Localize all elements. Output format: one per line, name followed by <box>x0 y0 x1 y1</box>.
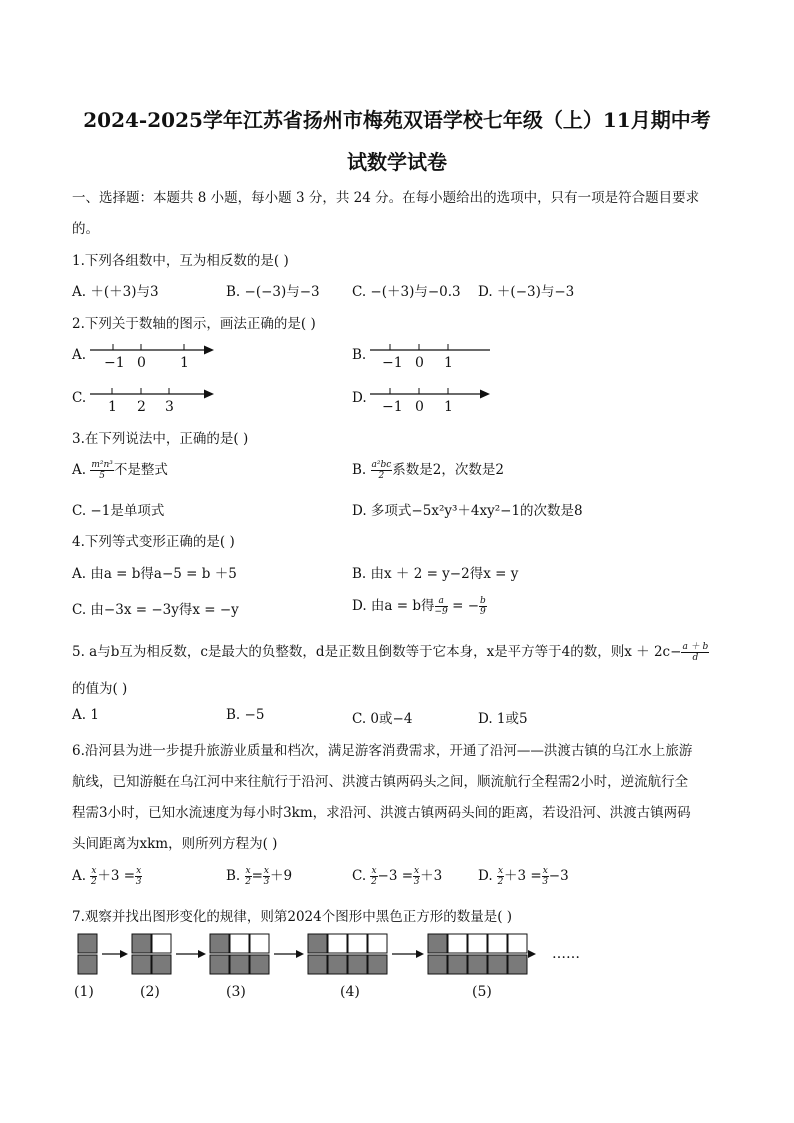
q2c-tick-label: 1 <box>108 399 117 415</box>
q2b-tick-label: −1 <box>382 355 403 371</box>
q1-option-c: C. −(＋3)与−0.3 <box>352 284 461 300</box>
q2-number-line-d <box>366 382 496 416</box>
dark-square <box>448 955 467 974</box>
figure-label: (3) <box>226 984 246 1000</box>
white-square <box>250 934 269 953</box>
white-square <box>368 934 387 953</box>
q7-stem: 7.观察并找出图形变化的规律，则第2024个图形中黑色正方形的数量是( ) <box>72 909 513 925</box>
q2-stem: 2.下列关于数轴的图示，画法正确的是( ) <box>72 316 316 332</box>
arrow-head <box>198 950 206 958</box>
white-square <box>230 934 249 953</box>
dark-square <box>210 955 229 974</box>
white-square <box>488 934 507 953</box>
q6-line: 航线，已知游艇在乌江河中来往航行于沿河、洪渡古镇两码头之间，顺流航行全程需2小时，逆流航行全 <box>72 774 689 790</box>
q6-option-c: C. $\frac{x}{2}$ −3 = $\frac{x}{3}$ ＋3 <box>352 866 443 887</box>
q2-label-c: C. <box>72 390 87 406</box>
section-header-line1: 一、选择题：本题共 8 小题，每小题 3 分，共 24 分。在每小题给出的选项中，只有一项是符合题目要求 <box>72 190 700 206</box>
q5-option-b: B. −5 <box>226 707 265 723</box>
q2d-tick-label: 1 <box>444 399 453 415</box>
q2-label-d: D. <box>352 390 367 406</box>
q6-option-d: D. $\frac{x}{2}$ ＋3 = $\frac{x}{3}$ −3 <box>478 866 569 887</box>
dark-square <box>328 955 347 974</box>
dark-square <box>250 955 269 974</box>
q2c-tick-label: 2 <box>137 399 146 415</box>
q3-option-a: A. $\frac{\text{m²n³}}{5}$ 不是整式 <box>72 460 168 481</box>
q3-option-c: C. −1是单项式 <box>72 503 165 519</box>
q6-line: 6.沿河县为进一步提升旅游业质量和档次，满足游客消费需求，开通了沿河——洪渡古镇的乌江水上旅游 <box>72 743 693 759</box>
q2c-tick-label: 3 <box>165 399 174 415</box>
q5-option-c: C. 0或−4 <box>352 711 413 727</box>
q2d-tick-label: 0 <box>415 399 424 415</box>
q2a-tick-label: 1 <box>180 355 189 371</box>
q4-option-a: A. 由a = b得a−5 = b ＋5 <box>72 566 237 582</box>
q5-stem-end: 的值为( ) <box>72 681 128 697</box>
q4-option-d: D. 由a = b得 $\frac{a}{-9}$ = − $\frac{b}{9}$ <box>352 596 486 617</box>
dark-square <box>368 955 387 974</box>
figure-label: (1) <box>74 984 94 1000</box>
q3-option-d: D. 多项式−5x²y³＋4xy²−1的次数是8 <box>352 503 583 519</box>
figure-label: (4) <box>340 984 360 1000</box>
dark-square <box>488 955 507 974</box>
q5-option-d: D. 1或5 <box>478 711 528 727</box>
q4-option-c: C. 由−3x = −3y得x = −y <box>72 602 239 618</box>
q6-line: 程需3小时，已知水流速度为每小时3km，求沿河、洪渡古镇两码头间的距离，若设沿河、洪渡古镇两码 <box>72 805 691 821</box>
q7-pattern-figure <box>70 930 630 1010</box>
white-square <box>328 934 347 953</box>
white-square <box>152 934 171 953</box>
q6-option-a: A. $\frac{x}{2}$ ＋3 = $\frac{x}{3}$ <box>72 866 142 887</box>
dark-square <box>348 955 367 974</box>
q2b-tick-label: 0 <box>415 355 424 371</box>
q2-number-line-a <box>86 338 216 372</box>
q2-label-a: A. <box>72 347 87 363</box>
dark-square <box>78 934 97 953</box>
arrow-head <box>416 950 424 958</box>
arrow-head <box>120 950 128 958</box>
dark-square <box>78 955 97 974</box>
dark-square <box>468 955 487 974</box>
section-header-line2: 的。 <box>72 221 99 237</box>
dark-square <box>428 955 447 974</box>
q1-stem: 1.下列各组数中，互为相反数的是( ) <box>72 253 289 269</box>
figure-label: (2) <box>140 984 160 1000</box>
page-title-line2: 试数学试卷 <box>347 150 447 174</box>
q2a-tick-label: 0 <box>137 355 146 371</box>
dark-square <box>132 934 151 953</box>
page-title-line1: 2024-2025学年江苏省扬州市梅苑双语学校七年级（上）11月期中考 <box>83 108 711 132</box>
q6-option-b: B. $\frac{x}{2}$ = $\frac{x}{3}$ ＋9 <box>226 866 293 887</box>
q2b-tick-label: 1 <box>444 355 453 371</box>
q2-label-b: B. <box>352 347 367 363</box>
dark-square <box>508 955 527 974</box>
dark-square <box>308 955 327 974</box>
q2-number-line-c <box>86 382 216 416</box>
q1-option-b: B. −(−3)与−3 <box>226 284 320 300</box>
dark-square <box>428 934 447 953</box>
q6-line: 头间距离为xkm，则所列方程为( ) <box>72 836 278 852</box>
ellipsis: …… <box>552 946 580 962</box>
q4-stem: 4.下列等式变形正确的是( ) <box>72 534 235 550</box>
figure-label: (5) <box>472 984 492 1000</box>
q5-stem: 5. a与b互为相反数，c是最大的负整数，d是正数且倒数等于它本身，x是平方等于4的数，则x ＋ 2c− $\frac{a + b}{d}$ <box>72 642 709 663</box>
dark-square <box>308 934 327 953</box>
white-square <box>468 934 487 953</box>
q5-option-a: A. 1 <box>72 707 99 723</box>
white-square <box>348 934 367 953</box>
dark-square <box>210 934 229 953</box>
q4-option-b: B. 由x ＋ 2 = y−2得x = y <box>352 566 519 582</box>
q3-option-b: B. $\frac{\text{a²bc}}{2}$ 系数是2，次数是2 <box>352 460 504 481</box>
q3-stem: 3.在下列说法中，正确的是( ) <box>72 431 249 447</box>
white-square <box>508 934 527 953</box>
dark-square <box>230 955 249 974</box>
q1-option-a: A. ＋(＋3)与3 <box>72 284 159 300</box>
dark-square <box>152 955 171 974</box>
arrow-head <box>528 950 536 958</box>
q2a-tick-label: −1 <box>104 355 125 371</box>
white-square <box>448 934 467 953</box>
q2d-tick-label: −1 <box>382 399 403 415</box>
dark-square <box>132 955 151 974</box>
arrow-head <box>296 950 304 958</box>
q2-number-line-b <box>366 338 496 372</box>
q1-option-d: D. ＋(−3)与−3 <box>478 284 575 300</box>
